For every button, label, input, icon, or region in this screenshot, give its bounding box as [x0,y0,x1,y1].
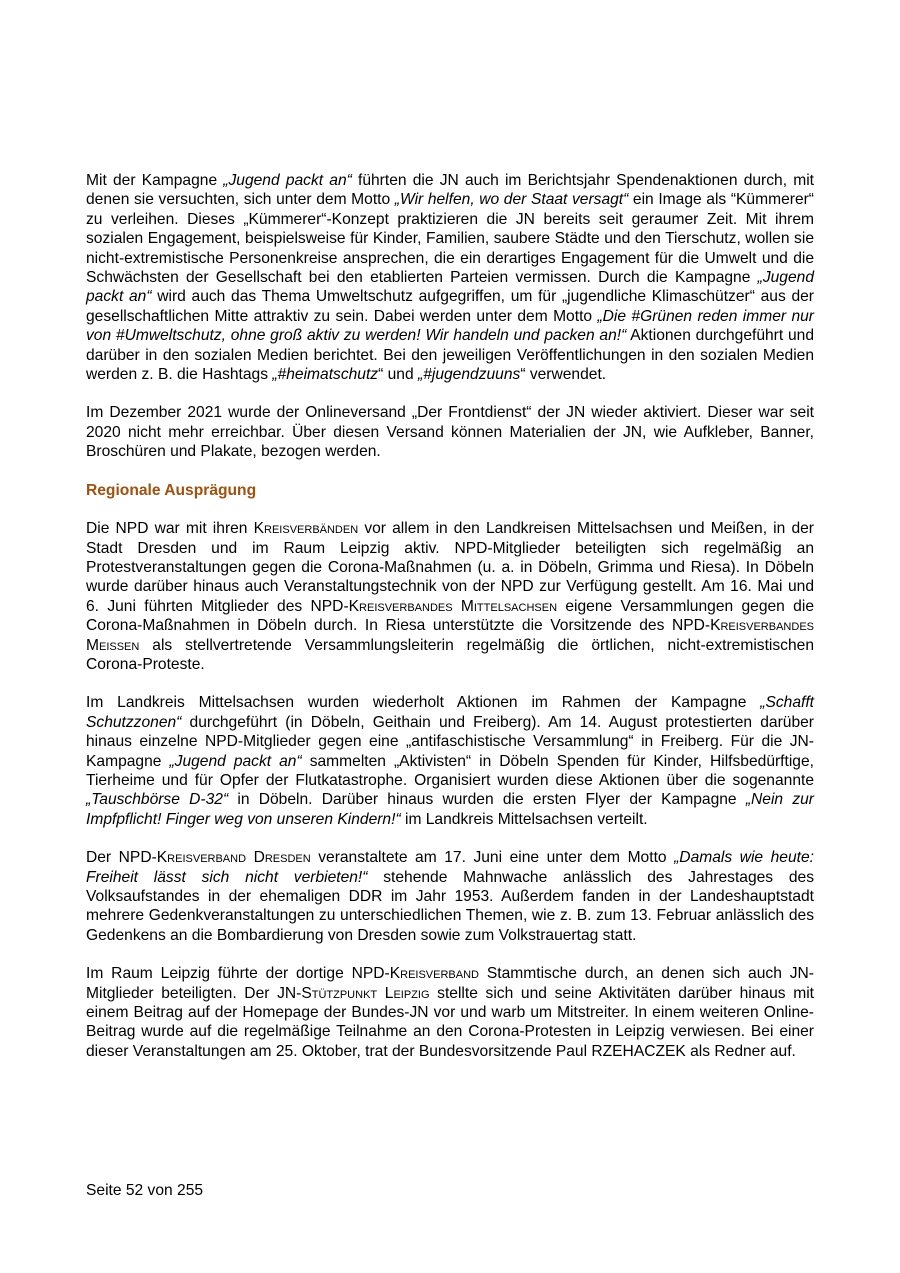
campaign-name: „Jugend packt an“ [169,752,302,770]
text-span: veranstaltete am 17. Juni eine unter dem Motto [310,849,675,867]
text-span: durchgeführt (in Döbeln, Geithain und Freiberg). Am 14. August protestierten darüber hinaus einzelne NPD-Mitglieder gegen eine „antifaschistische Versammlung“ in Freiberg. Für die JN-Kampagne [86,713,814,770]
text-span: vor allem in den Landkreisen Mittelsachsen und Meißen, in der Stadt Dresden und im Raum Leipzig aktiv. NPD-Mitglieder beteiligten sich regelmäßig an Protestveranstaltungen gegen die Corona-Maßnahmen (u. a. in Döbeln, Grimma und Riesa). In Döbeln wurde darüber hinaus auch Veranstaltungstechnik von der NPD zur Verfügung gestellt. Am 16. Mai und 6. Juni führten Mitglieder des NPD- [86,520,814,615]
paragraph-leipzig [86,964,814,1061]
text-span: eigene Versammlungen gegen die Corona-Maßnahmen in Döbeln durch. In Riesa unterstützte die Vorsitzende des NPD- [86,597,814,635]
text-span: stehende Mahnwache anlässlich des Jahrestages des Volksaufstandes in der ehemaligen DDR im Jahr 1953. Außerdem fanden in der Landeshauptstadt mehrere Gedenkveranstaltungen zu unterschiedlichen Themen, wie z. B. zum 13. Februar anlässlich des Gedenkens an die Bombardierung von Dresden sowie zum Volkstrauertag statt. [86,868,815,944]
paragraph-frontdienst [86,403,814,461]
campaign-name: „Nein zur Impfpflicht! Finger weg von unseren Kindern!“ [86,791,814,828]
text-span: Die NPD war mit ihren [86,520,254,538]
organization-term: Kreisverband [389,965,479,983]
text-span: Der NPD- [86,849,157,867]
text-span: Aktionen durchgeführt und darüber in den sozialen Medien berichtet. Bei den jeweiligen Veröffentlichungen in den sozialen Medien werden z. B. die Hashtags [86,327,814,384]
campaign-name: „Jugend packt an“ [223,172,352,189]
text-span: wird auch das Thema Umweltschutz aufgegriffen, um für „jugendliche Klimaschützer“ aus der gesellschaftlichen Mitte attraktiv zu sein. Dabei werden unter dem Motto [86,288,814,325]
text-span: Im Raum Leipzig führte der dortige NPD- [86,965,390,983]
organization-term: Stützpunkt Leipzig [301,984,430,1002]
campaign-name: „Jugend packt an“ [86,269,814,306]
text-span: “ und [378,366,418,384]
organization-term: Kreisverbandes Meißen [86,617,814,654]
campaign-name: „Tauschbörse D-32“ [86,791,229,809]
organization-term: Kreisverband Dresden [156,849,311,867]
paragraph-mittelsachsen [86,693,814,829]
page-number-footer: Seite 52 von 255 [86,1182,204,1199]
text-span: führten die JN auch im Berichtsjahr Spendenaktionen durch, mit denen sie versuchten, sich unter dem Motto [86,172,814,209]
text-span: stellte sich und seine Aktivitäten darüber hinaus mit einem Beitrag auf der Homepage der Bundes-JN vor und warb um Mitstreiter. In einem weiteren Online-Beitrag wurde auf die regelmäßige Teilnahme an den Corona-Protesten in Leipzig verwiesen. Bei einer dieser Veranstaltungen am 25. Oktober, trat der Bundesvorsitzende Paul RZEHACZEK als Redner auf. [86,984,814,1060]
organization-term: Kreisverbandes Mittelsachsen [348,597,558,615]
text-span: als stellvertretende Versammlungsleiterin regelmäßig die örtlichen, nicht-extremistischen Corona-Proteste. [86,636,814,673]
text-span: Im Landkreis Mittelsachsen wurden wiederholt Aktionen im Rahmen der Kampagne [86,694,761,712]
text-span: in Döbeln. Darüber hinaus wurden die ersten Flyer der Kampagne [228,791,746,809]
paragraph-dresden [86,848,814,945]
text-span: “ verwendet. [520,366,607,384]
text-span: Im Dezember 2021 wurde der Onlineversand „Der Frontdienst“ der JN wieder aktiviert. Dieser war seit 2020 nicht mehr erreichbar. Über diesen Versand können Materialien der JN, wie Aufkleber, Banner, Broschüren und Plakate, bezogen werden. [86,404,814,461]
section-heading: Regionale Ausprägung [86,481,257,499]
motto-quote: „Wir helfen, wo der Staat versagt“ [394,191,629,209]
hashtag: „#jugendzuuns [418,366,521,384]
paragraph-kreisverbaende [86,519,814,674]
motto-quote: „Damals wie heute: Freiheit lässt sich nicht verbieten!“ [86,849,814,886]
text-span: sammelten „Aktivisten“ in Döbeln Spenden für Kinder, Hilfsbedürftige, Tierheime und für Opfer der Flutkatastrophe. Organisiert wurden diese Aktionen über die sogenannte [86,752,814,789]
organization-term: Kreisverbänden [253,520,359,538]
paragraph-jugend-packt-an [86,171,814,384]
text-span: Mit der Kampagne [86,172,224,189]
motto-quote: „Die #Grünen reden immer nur von #Umweltschutz, ohne groß aktiv zu werden! Wir handeln und packen an!“ [86,307,814,345]
text-span: Stammtische durch, an denen sich auch JN-Mitglieder beteiligten. Der JN- [86,965,814,1002]
campaign-name: „Schafft Schutzzonen“ [86,694,814,731]
hashtag: „#heimatschutz [272,366,379,384]
text-span: ein Image als “Kümmerer“ zu verleihen. Dieses „Kümmerer“-Konzept praktizieren die JN bereits seit geraumer Zeit. Mit ihrem sozialen Engagement, beispielsweise für Kinder, Familien, saubere Städte und den Tierschutz, wollen sie nicht-extremistische Personenkreise ansprechen, die ein derartiges Engagement für die Umwelt und die Schwächsten der Gesellschaft bei den etablierten Parteien vermissen. Durch die Kampagne [86,191,815,287]
page-body [86,171,814,1080]
text-span: im Landkreis Mittelsachsen verteilt. [400,810,648,828]
